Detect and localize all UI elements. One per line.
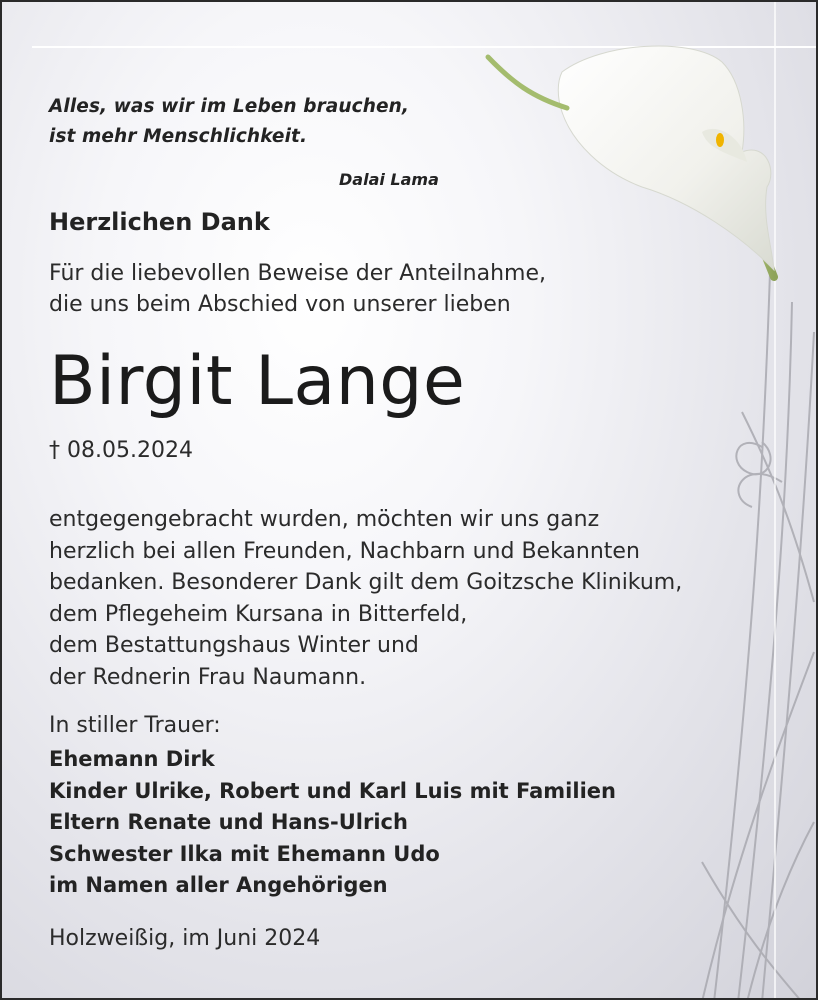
quote-line: Alles, was wir im Leben brauchen, xyxy=(49,96,410,117)
quote xyxy=(49,92,409,152)
body-line: herzlich bei allen Freunden, Nachbarn und Bekannten xyxy=(49,538,640,564)
mourner-item: Eltern Renate und Hans-Ulrich xyxy=(49,810,408,834)
body-line: der Rednerin Frau Naumann. xyxy=(49,664,367,690)
deceased-name: Birgit Lange xyxy=(49,342,466,421)
body-line: dem Bestattungshaus Winter und xyxy=(49,633,419,658)
heading: Herzlichen Dank xyxy=(49,208,270,236)
calla-lily-icon xyxy=(488,46,774,277)
place-date: Holzweißig, im Juni 2024 xyxy=(49,926,321,951)
mourner-item: Schwester Ilka mit Ehemann Udo xyxy=(49,841,440,866)
mourner-item: Ehemann Dirk xyxy=(49,747,215,771)
mourner-item: Kinder Ulrike, Robert und Karl Luis mit Familien xyxy=(49,778,616,803)
mourner-item: im Namen aller Angehörigen xyxy=(49,873,388,897)
mourning-label: In stiller Trauer: xyxy=(49,713,221,738)
intro-line: die uns beim Abschied von unserer lieben xyxy=(49,292,511,317)
body-line: entgegengebracht wurden, möchten wir uns ganz xyxy=(49,507,600,532)
intro-text xyxy=(49,258,546,320)
body-line: bedanken. Besonderer Dank gilt dem Goitzsche Klinikum, xyxy=(49,570,683,595)
intro-line: Für die liebevollen Beweise der Anteilnahme, xyxy=(49,261,546,286)
grass-stems-icon xyxy=(702,272,814,1000)
body-text xyxy=(49,504,682,693)
death-date: † 08.05.2024 xyxy=(49,438,193,463)
body-line: dem Pflegeheim Kursana in Bitterfeld, xyxy=(49,601,468,627)
quote-author: Dalai Lama xyxy=(339,170,439,189)
quote-line: ist mehr Menschlichkeit. xyxy=(49,126,308,147)
mourners-list xyxy=(49,744,616,902)
